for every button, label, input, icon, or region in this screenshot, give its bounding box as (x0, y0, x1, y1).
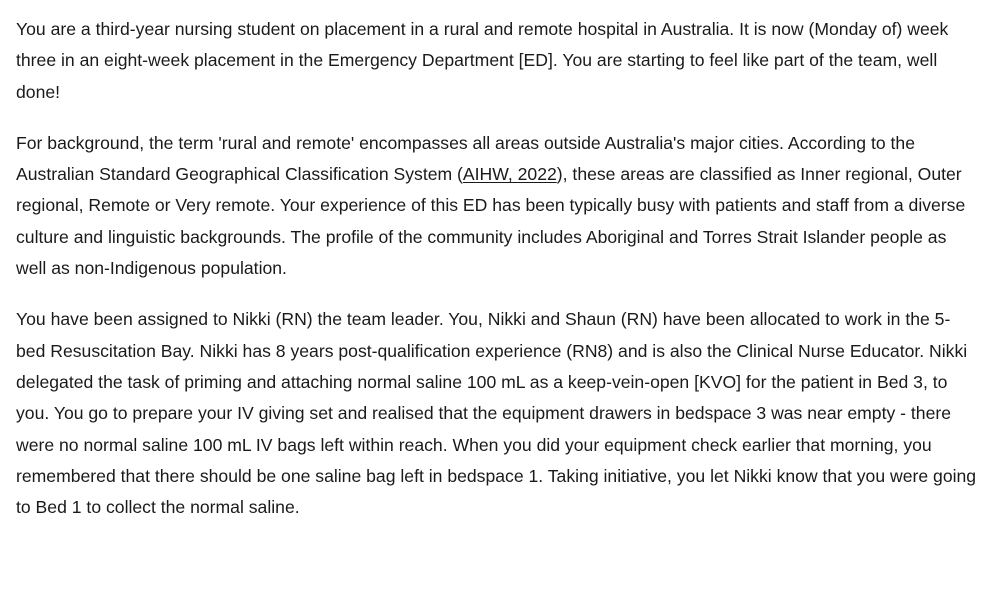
paragraph-background-text-end: ), these areas are classified as Inner regional, Outer regional, Remote or Very remote. Your experience of this ED has been typically busy with patients and staff from a diverse culture and linguistic backgrounds. The profile of the community includes Aboriginal and Torres Strait Islander people as well as non-Indigenous population. (16, 164, 966, 279)
paragraph-background-text-start: For background, the term 'rural and remote' encompasses all areas outside Australia's major cities. According to the Australian Standard Geographical Classification System ( (16, 132, 915, 185)
paragraph-intro: You are a third-year nursing student on placement in a rural and remote hospital in Australia. It is now (Monday of) week three in an eight-week placement in the Emergency Department [ED]. You are starting to feel like part of the team, well done! (16, 19, 949, 102)
citation-link[interactable]: AIHW, 2022 (462, 164, 557, 185)
paragraph-background (16, 128, 978, 284)
paragraph-scenario: You have been assigned to Nikki (RN) the team leader. You, Nikki and Shaun (RN) have been allocated to work in the 5-bed Resuscitation Bay. Nikki has 8 years post-qualification experience (RN8) and is also the Clinical Nurse Educator. Nikki delegated the task of priming and attaching normal saline 100 mL as a keep-vein-open [KVO] for the patient in Bed 3, to you. You go to prepare your IV giving set and realised that the equipment drawers in bedspace 3 was near empty - there were no normal saline 100 mL IV bags left within reach. When you did your equipment check earlier that morning, you remembered that there should be one saline bag left in bedspace 1. Taking initiative, you let Nikki know that you were going to Bed 1 to collect the normal saline. (16, 309, 977, 518)
